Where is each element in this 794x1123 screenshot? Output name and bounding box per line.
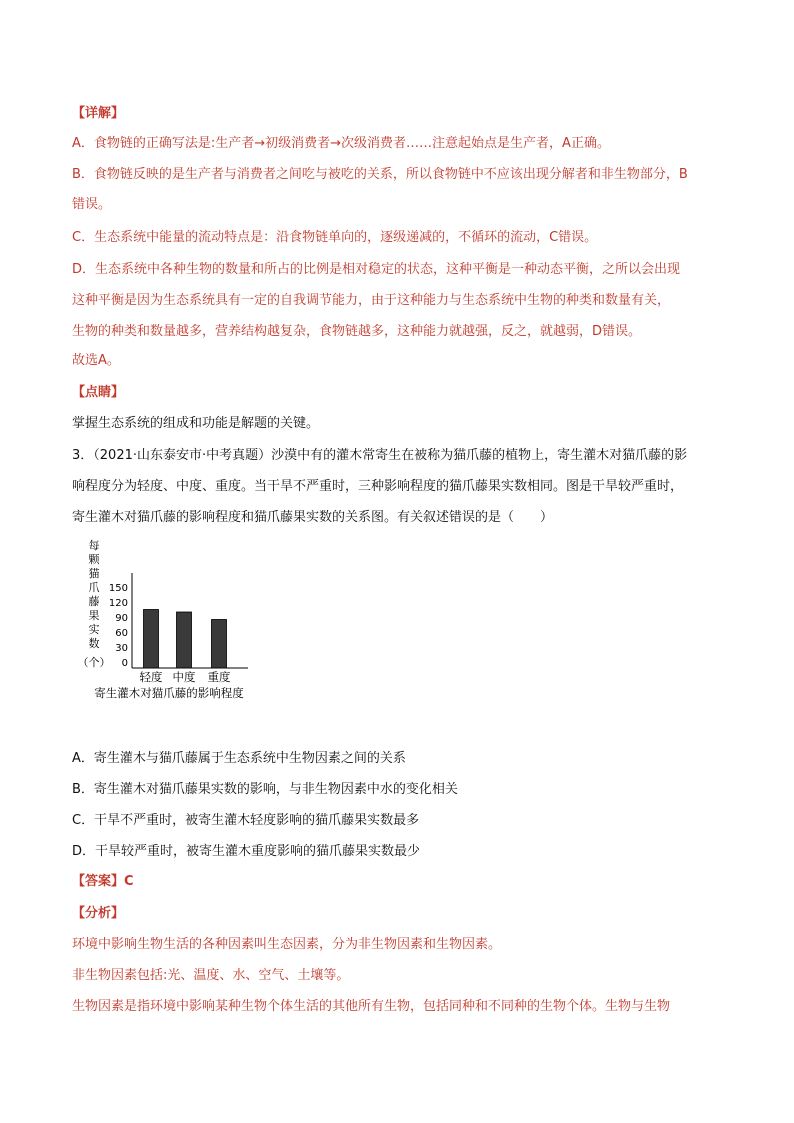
bars xyxy=(144,610,227,669)
y-tick-label: 0 xyxy=(121,658,128,669)
y-tick-label: 150 xyxy=(108,583,128,594)
explanation-option-d-line1: D．生态系统中各种生物的数量和所占的比例是相对稳定的状态，这种平衡是一种动态平衡，之所以会出现 xyxy=(72,262,681,277)
y-axis-label-char: 颗 xyxy=(88,553,100,566)
y-tick-label: 30 xyxy=(115,643,128,654)
x-category-label: 中度 xyxy=(172,670,196,684)
x-axis-categories xyxy=(140,670,231,684)
y-axis-label-char: 藤 xyxy=(88,595,100,608)
answer: 【答案】C xyxy=(72,874,134,889)
option-a: A．寄生灌木与猫爪藤属于生态系统中生物因素之间的关系 xyxy=(72,751,406,766)
analysis-header: 【分析】 xyxy=(72,906,125,921)
y-axis-unit: （个） xyxy=(77,656,111,669)
x-category-label: 重度 xyxy=(207,670,231,684)
question-line3: 寄生灌木对猫爪藤的影响程度和猫爪藤果实数的关系图。有关叙述错误的是（ ） xyxy=(72,510,554,525)
option-d: D．干旱较严重时，被寄生灌木重度影响的猫爪藤果实数最少 xyxy=(72,844,421,859)
explanation-option-d-line3: 生物的种类和数量越多，营养结构越复杂，食物链越多，这种能力就越强，反之，就越弱，D错误。 xyxy=(72,324,642,339)
option-b: B．寄生灌木对猫爪藤果实数的影响，与非生物因素中水的变化相关 xyxy=(72,782,458,797)
explanation-option-b-line1: B．食物链反映的是生产者与消费者之间吃与被吃的关系，所以食物链中不应该出现分解者和非生物部分，B xyxy=(72,167,688,182)
y-axis-label-char: 猫 xyxy=(88,567,100,580)
x-category-label: 轻度 xyxy=(139,670,163,684)
bar xyxy=(144,610,159,669)
bar xyxy=(212,620,227,669)
y-tick-label: 90 xyxy=(115,613,128,624)
y-axis-label xyxy=(78,538,111,669)
explanation-header: 【详解】 xyxy=(72,106,125,121)
question-line1: 3．（2021·山东泰安市·中考真题）沙漠中有的灌木常寄生在被称为猫爪藤的植物上，寄生灌木对猫爪藤的影 xyxy=(72,448,688,463)
analysis-line1: 环境中影响生物生活的各种因素叫生态因素，分为非生物因素和生物因素。 xyxy=(72,937,502,952)
option-c: C．干旱不严重时，被寄生灌木轻度影响的猫爪藤果实数最多 xyxy=(72,813,420,828)
analysis-line3: 生物因素是指环境中影响某种生物个体生活的其他所有生物，包括同种和不同种的生物个体。生物与生物 xyxy=(72,999,671,1014)
x-axis-title: 寄生灌木对猫爪藤的影响程度 xyxy=(94,686,244,700)
bar-chart xyxy=(70,535,320,710)
explanation-conclusion: 故选A。 xyxy=(72,353,120,368)
explanation-option-a: A．食物链的正确写法是:生产者→初级消费者→次级消费者……注意起始点是生产者，A正确。 xyxy=(72,136,610,151)
explanation-option-b-line2: 错误。 xyxy=(72,197,112,212)
y-axis-label-char: 果 xyxy=(88,609,100,622)
y-tick-label: 120 xyxy=(108,598,128,609)
explanation-option-c: C．生态系统中能量的流动特点是：沿食物链单向的，逐级递减的，不循环的流动，C错误。 xyxy=(72,230,598,245)
y-axis-label-char: 爪 xyxy=(88,581,100,594)
y-axis-ticks xyxy=(109,583,128,669)
analysis-line2: 非生物因素包括:光、温度、水、空气、土壤等。 xyxy=(72,968,350,983)
y-tick-label: 60 xyxy=(115,628,128,639)
y-axis-label-char: 实 xyxy=(88,623,100,636)
question-line2: 响程度分为轻度、中度、重度。当干旱不严重时，三种影响程度的猫爪藤果实数相同。图是干旱较严重时， xyxy=(72,479,684,494)
bar xyxy=(177,612,192,668)
y-axis-label-char: 每 xyxy=(88,539,100,552)
explanation-option-d-line2: 这种平衡是因为生态系统具有一定的自我调节能力，由于这种能力与生态系统中生物的种类和数量有关， xyxy=(72,293,671,308)
y-axis-label-char: 数 xyxy=(88,637,100,650)
key-point-header: 【点睛】 xyxy=(72,385,125,400)
key-point-text: 掌握生态系统的组成和功能是解题的关键。 xyxy=(72,416,320,431)
